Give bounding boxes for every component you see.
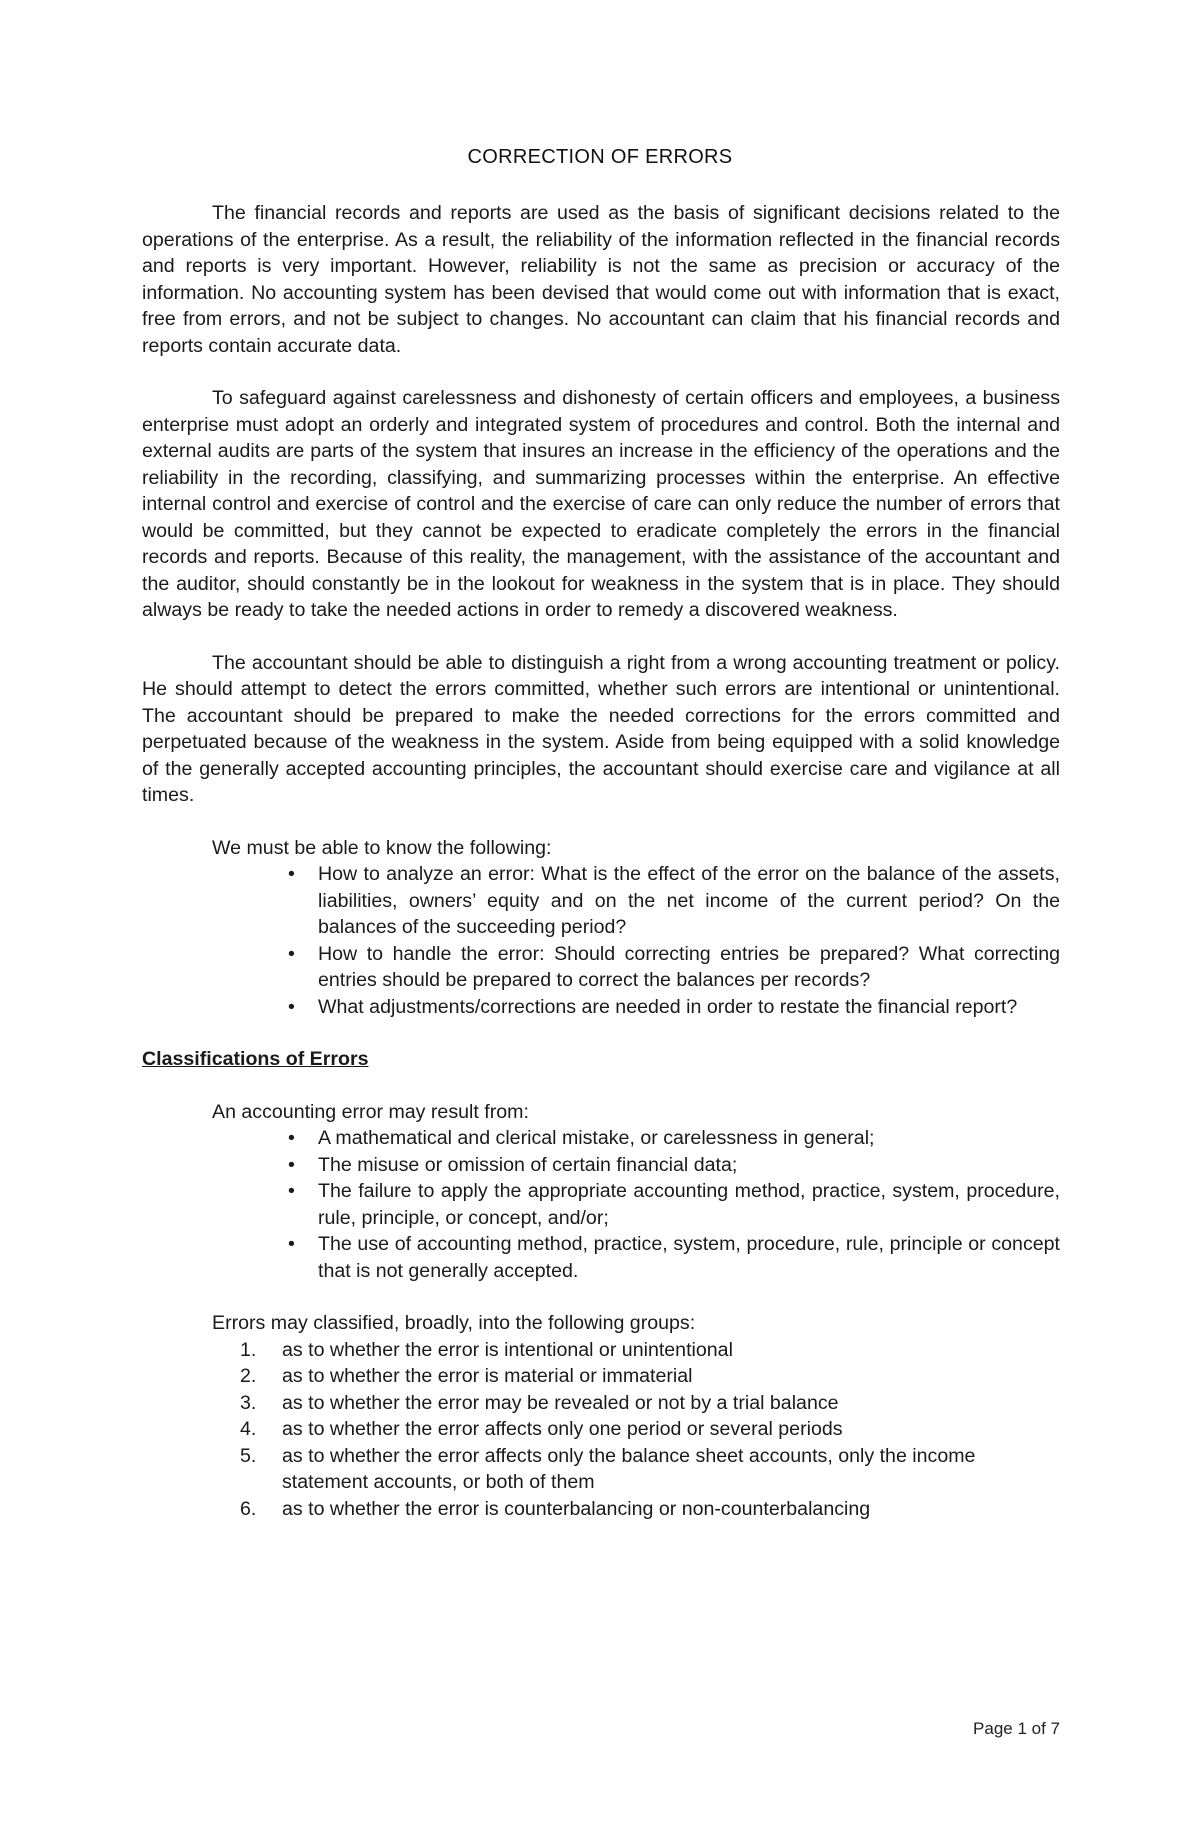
page-title: CORRECTION OF ERRORS: [467, 146, 733, 168]
section-heading: Classifications of Errors: [142, 1048, 369, 1070]
list-item-text: A mathematical and clerical mistake, or carelessness in general;: [318, 1127, 875, 1149]
bullet-icon: •: [288, 1233, 295, 1255]
list-item-text: as to whether the error is material or immaterial: [282, 1365, 693, 1387]
groups-intro: Errors may classified, broadly, into the following groups:: [212, 1312, 696, 1334]
result-intro: An accounting error may result from:: [212, 1100, 529, 1123]
bullet-icon: •: [288, 863, 295, 885]
list-number: 6.: [240, 1497, 257, 1520]
list-item-text: as to whether the error affects only the balance sheet accounts, only the income statement accounts, or both of them: [282, 1444, 976, 1493]
list-item-text: The failure to apply the appropriate accounting method, practice, system, procedure, rule, principle, or concept, and/or;: [318, 1180, 1060, 1229]
list-item-text: as to whether the error may be revealed or not by a trial balance: [282, 1391, 839, 1414]
know-intro: We must be able to know the following:: [212, 836, 552, 859]
bullet-icon: •: [288, 995, 295, 1018]
list-item: [142, 1125, 1060, 1152]
list-item: [142, 994, 1060, 1021]
paragraph-reliability: The financial records and reports are used as the basis of significant decisions related to the operations of the enterprise. As a result, the reliability of the information reflected in the financial records and reports is very important. However, reliability is not the same as precision or accuracy of the information. No accounting system has been devised that would come out with information that is exact, free from errors, and not be subject to changes. No accountant can claim that his financial records and reports contain accurate data.: [142, 202, 1060, 357]
list-item: [142, 1416, 1060, 1443]
list-item: [142, 1152, 1060, 1179]
list-item: [142, 1337, 1060, 1364]
list-item: [142, 1390, 1060, 1417]
list-number: 3.: [240, 1391, 257, 1414]
bullet-icon: •: [288, 1180, 295, 1202]
list-item-text: The use of accounting method, practice, system, procedure, rule, principle or concept that is not generally accepted.: [318, 1233, 1060, 1282]
page-number-footer: Page 1 of 7: [973, 1719, 1060, 1738]
list-item-text: How to analyze an error: What is the effect of the error on the balance of the assets, liabilities, owners’ equity and on the net income of the current period? On the balances of the succeeding period?: [318, 863, 1060, 938]
list-number: 5.: [240, 1444, 257, 1467]
list-item-text: How to handle the error: Should correcting entries be prepared? What correcting entries should be prepared to correct the balances per records?: [318, 942, 1060, 991]
list-number: 4.: [240, 1418, 257, 1440]
know-list: [142, 861, 1060, 1020]
list-item: [142, 1443, 1060, 1496]
document-body: [142, 200, 1060, 1548]
list-item: [142, 1363, 1060, 1390]
list-item-text: The misuse or omission of certain financial data;: [318, 1153, 738, 1176]
list-number: 1.: [240, 1338, 257, 1361]
list-item-text: as to whether the error affects only one period or several periods: [282, 1418, 843, 1440]
paragraph-safeguard: To safeguard against carelessness and dishonesty of certain officers and employees, a business enterprise must adopt an orderly and integrated system of procedures and control. Both the internal and external audits are parts of the system that insures an increase in the efficiency of the operations and the reliability in the recording, classifying, and summarizing processes within the enterprise. An effective internal control and exercise of control and the exercise of care can only reduce the number of errors that would be committed, but they cannot be expected to eradicate completely the errors in the financial records and reports. Because of this reality, the management, with the assistance of the accountant and the auditor, should constantly be in the lookout for weakness in the system that is in place. They should always be ready to take the needed actions in order to remedy a discovered weakness.: [142, 387, 1060, 621]
list-item: [142, 1178, 1060, 1231]
bullet-icon: •: [288, 1127, 295, 1149]
paragraph-accountant: The accountant should be able to distinguish a right from a wrong accounting treatment or policy. He should attempt to detect the errors committed, whether such errors are intentional or unintentional. The accountant should be prepared to make the needed corrections for the errors committed and perpetuated because of the weakness in the system. Aside from being equipped with a solid knowledge of the generally accepted accounting principles, the accountant should exercise care and vigilance at all times.: [142, 651, 1060, 806]
result-list: [142, 1125, 1060, 1284]
list-item-text: as to whether the error is counterbalancing or non-counterbalancing: [282, 1497, 871, 1520]
list-item: [142, 1496, 1060, 1523]
list-item: [142, 1231, 1060, 1284]
groups-list: [142, 1337, 1060, 1523]
list-item: [142, 941, 1060, 994]
bullet-icon: •: [288, 942, 295, 965]
bullet-icon: •: [288, 1153, 295, 1176]
list-number: 2.: [240, 1365, 257, 1387]
list-item-text: as to whether the error is intentional or unintentional: [282, 1338, 733, 1361]
list-item: [142, 861, 1060, 941]
list-item-text: What adjustments/corrections are needed in order to restate the financial report?: [318, 995, 1018, 1018]
